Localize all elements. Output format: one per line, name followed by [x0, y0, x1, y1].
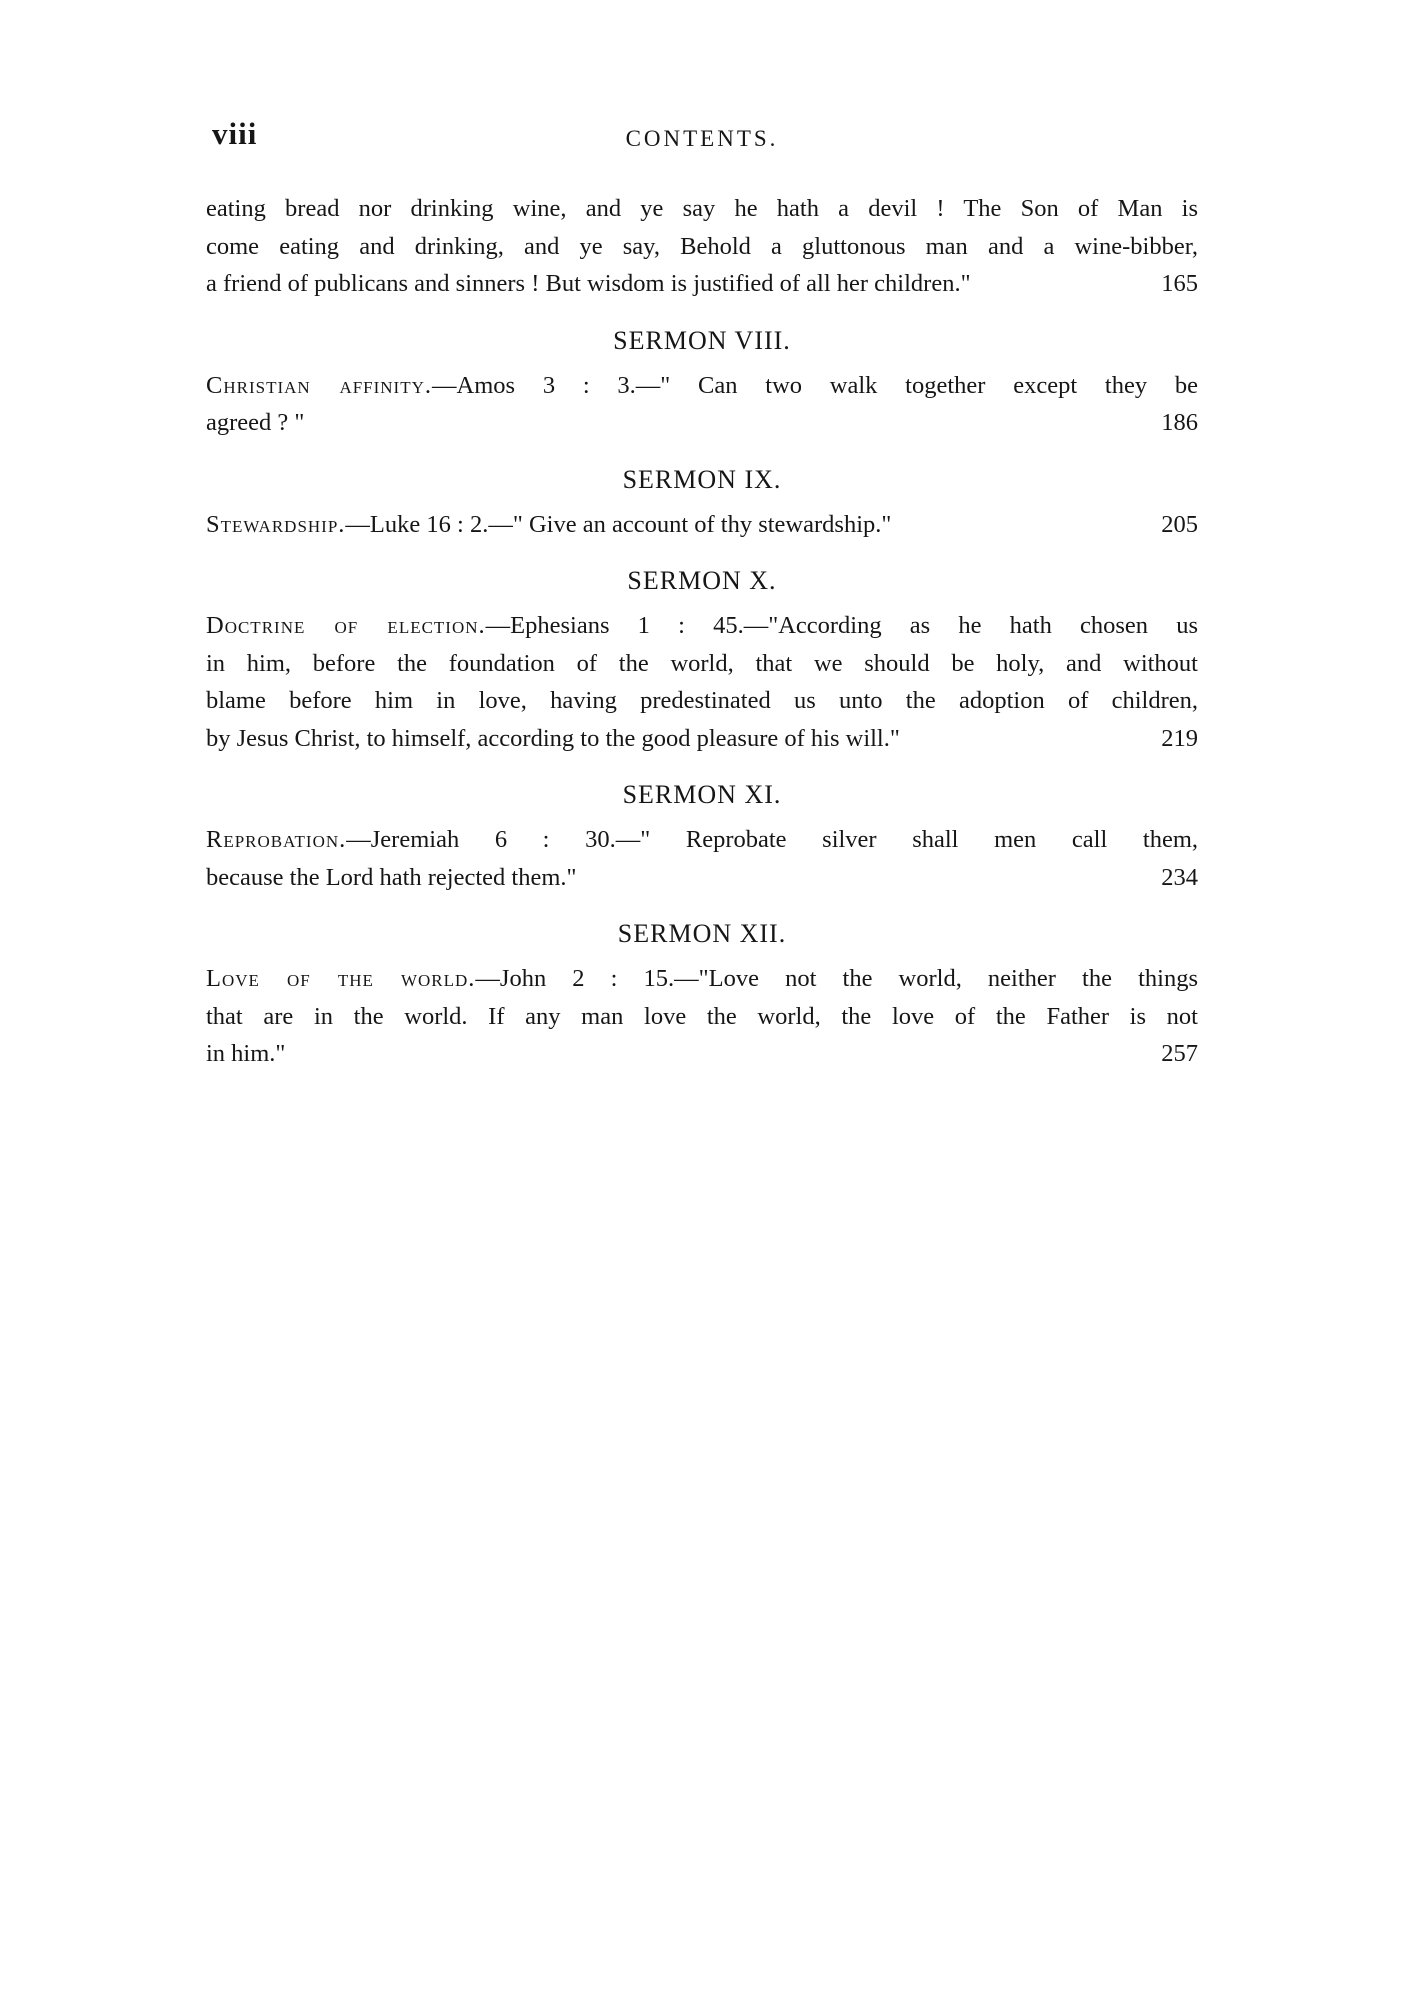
entry-line-text: because the Lord hath rejected them." — [206, 863, 577, 891]
entry-line: eating bread nor drinking wine, and ye say he hath a devil ! The Son of Man is — [206, 195, 1198, 222]
sermon-heading: SERMON XII. — [617, 919, 787, 948]
sermon-heading: SERMON XI. — [622, 780, 782, 809]
entry-line-text: —Luke 16 : 2.—" Give an account of thy stewardship." — [345, 510, 892, 538]
sermon-topic: Reprobation. — [206, 826, 347, 853]
page-reference: 219 — [1161, 724, 1198, 752]
entry-line-text: —Amos 3 : 3.—" Can two walk together except they be — [432, 371, 1198, 399]
sermon-topic: Stewardship. — [206, 510, 346, 538]
sermon-entry — [206, 607, 1198, 757]
sermon-topic: Christian affinity. — [206, 371, 433, 399]
sermon-topic: Doctrine of election. — [206, 612, 486, 639]
running-head: CONTENTS. — [625, 126, 779, 151]
entry-line-text: agreed ? " — [206, 409, 305, 436]
entry-last-line — [206, 506, 1198, 544]
entry-line — [206, 367, 1198, 405]
entry-line-text — [206, 506, 891, 544]
entry-line — [206, 960, 1198, 998]
entry-line-text: —John 2 : 15.—"Love not the world, neither the things — [475, 965, 1198, 992]
page-reference: 234 — [1161, 863, 1198, 891]
page-reference: 186 — [1161, 409, 1198, 436]
continuation-entry — [206, 190, 1198, 303]
entry-last-line — [206, 1035, 1198, 1073]
sermon-topic: Love of the world. — [206, 965, 476, 992]
sermon-heading: SERMON IX. — [622, 464, 782, 494]
page-reference: 257 — [1161, 1040, 1198, 1067]
entry-line-text: —Ephesians 1 : 45.—"According as he hath chosen us — [485, 612, 1198, 639]
entry-line — [206, 821, 1198, 859]
sermon-entry — [206, 506, 1198, 544]
sermon-entry — [206, 367, 1198, 442]
sermon-heading: SERMON VIII. — [613, 325, 791, 355]
entry-last-line — [206, 720, 1198, 758]
page-number: viii — [212, 116, 258, 151]
entry-last-line — [206, 859, 1198, 897]
sermon-heading: SERMON X. — [627, 566, 777, 595]
entry-line: that are in the world. If any man love the world, the love of the Father is not — [206, 1002, 1198, 1030]
entry-line: in him, before the foundation of the world, that we should be holy, and without — [206, 649, 1198, 677]
sermon-entry — [206, 960, 1198, 1073]
sermon-entry — [206, 821, 1198, 896]
entry-line — [206, 607, 1198, 645]
entry-line-text: a friend of publicans and sinners ! But wisdom is justified of all her children." — [206, 270, 971, 297]
entry-line-text: by Jesus Christ, to himself, according to the good pleasure of his will." — [206, 724, 900, 752]
entry-line-text: in him." — [206, 1040, 286, 1067]
page-reference: 205 — [1161, 510, 1198, 538]
contents-body — [206, 190, 1198, 1073]
entry-last-line — [206, 404, 1198, 442]
entry-last-line — [206, 265, 1198, 303]
entry-line-text: —Jeremiah 6 : 30.—" Reprobate silver shall men call them, — [346, 826, 1198, 853]
entry-line: blame before him in love, having predestinated us unto the adoption of children, — [206, 687, 1198, 714]
page-reference: 165 — [1161, 270, 1198, 297]
entry-line: come eating and drinking, and ye say, Behold a gluttonous man and a wine-bibber, — [206, 232, 1198, 260]
